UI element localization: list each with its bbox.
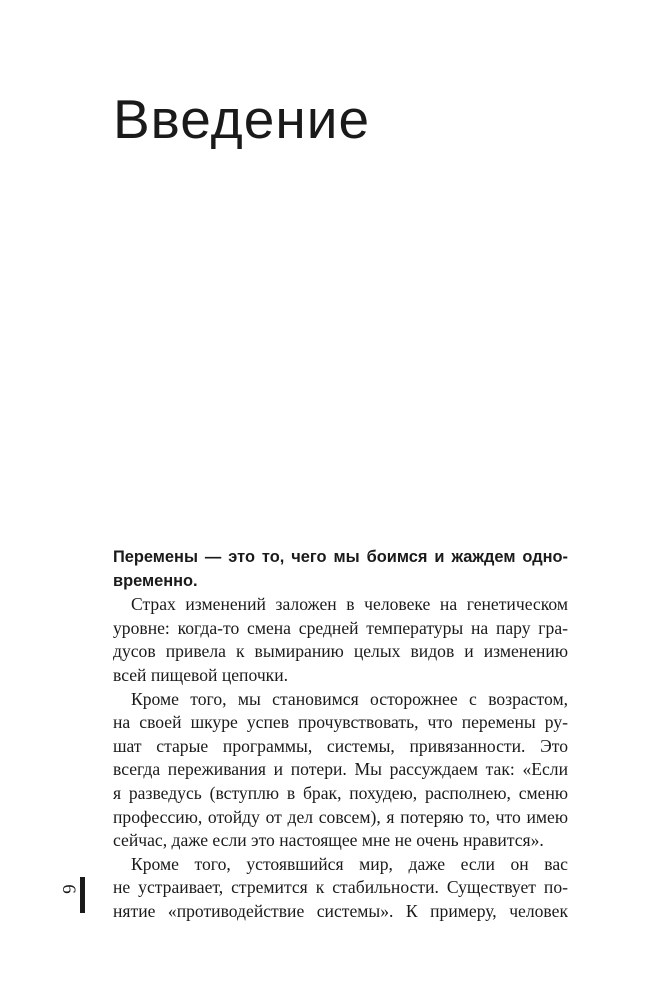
text-line: дусов привела к вымиранию целых видов и изменению bbox=[113, 641, 568, 662]
paragraph bbox=[113, 593, 568, 687]
text-line: сейчас, даже если это настоящее мне не очень нравится». bbox=[113, 830, 544, 851]
page-bar bbox=[80, 877, 85, 913]
text-line: всей пищевой цепочки. bbox=[113, 664, 289, 685]
chapter-title: Введение bbox=[113, 88, 371, 150]
paragraph bbox=[113, 688, 568, 853]
text-line: не устраивает, стремится к стабильности. Существует по- bbox=[113, 877, 568, 898]
text-line: я разведусь (вступлю в брак, похудею, располнею, сменю bbox=[113, 782, 568, 803]
text-line: нятие «противодействие системы». К примеру, человек bbox=[113, 900, 568, 921]
text-line: временно. bbox=[113, 571, 198, 590]
text-line: на своей шкуре успев прочувствовать, что перемены ру- bbox=[113, 712, 568, 733]
text-line: Кроме того, устоявшийся мир, даже если он вас bbox=[131, 853, 568, 874]
lead-paragraph bbox=[113, 546, 568, 593]
text-line: всегда переживания и потери. Мы рассуждаем так: «Если bbox=[113, 759, 568, 780]
text-line: Кроме того, мы становимся осторожнее с возрастом, bbox=[131, 688, 568, 709]
text-line: шат старые программы, системы, привязанности. Это bbox=[113, 735, 568, 756]
page-number: 6 bbox=[58, 884, 79, 894]
text-line: уровне: когда-то смена средней температуры на пару гра- bbox=[113, 617, 568, 638]
text-line: профессию, отойду от дел совсем), я потеряю то, что имею bbox=[113, 806, 568, 827]
text-line: Перемены — это то, чего мы боимся и жаждем одно- bbox=[113, 548, 568, 566]
body-text bbox=[113, 546, 568, 924]
text-line: Страх изменений заложен в человеке на генетическом bbox=[131, 594, 568, 615]
paragraph bbox=[113, 853, 568, 924]
